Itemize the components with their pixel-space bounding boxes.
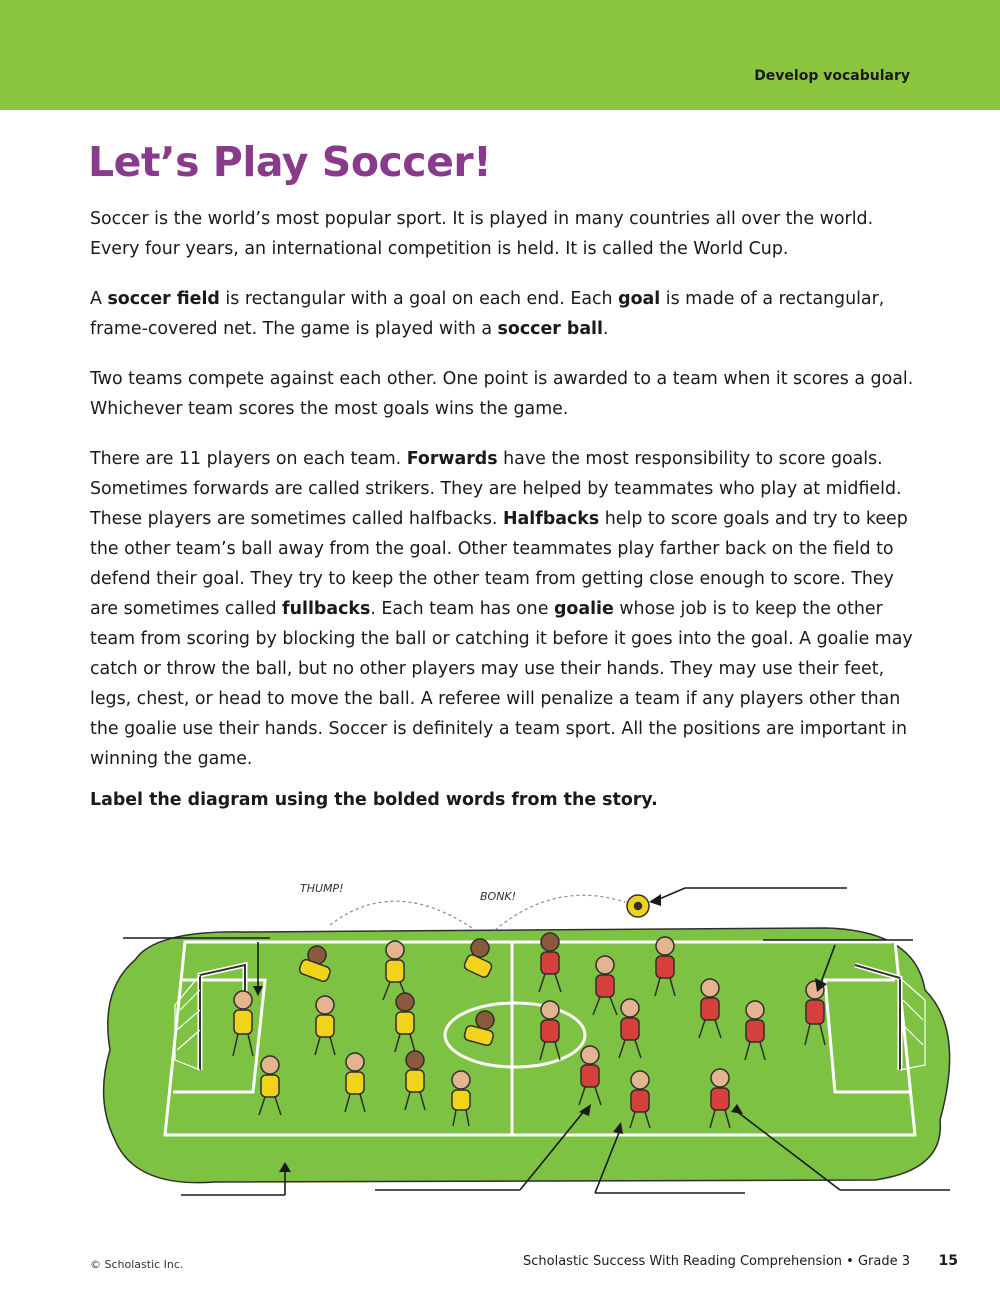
- text-run: Soccer is the world’s most popular sport. It is played in many countries all over the world. Every four years, an international competition is held. It is called the World Cup.: [90, 209, 874, 259]
- page-title: Let’s Play Soccer!: [88, 138, 492, 186]
- section-label: Develop vocabulary: [754, 68, 910, 84]
- text-run: There are 11 players on each team.: [90, 449, 407, 469]
- text-run: A: [90, 289, 108, 309]
- soccer-ball: [627, 895, 649, 917]
- vocab-term: Forwards: [406, 449, 498, 469]
- page-number: 15: [938, 1253, 958, 1269]
- vocab-term: fullbacks: [282, 599, 371, 619]
- text-run: is made of a rectangular, frame-covered net. The game is played with a: [90, 289, 885, 339]
- paragraph: [90, 444, 920, 774]
- header-banner: [0, 0, 1000, 110]
- text-run: .: [602, 319, 609, 339]
- book-title: Scholastic Success With Reading Comprehension • Grade 3: [523, 1254, 910, 1269]
- soccer-field-diagram: [95, 870, 965, 1220]
- vocab-term: Halfbacks: [503, 509, 600, 529]
- vocab-term: soccer ball: [497, 319, 603, 339]
- vocab-term: goalie: [553, 599, 614, 619]
- label-arrow-soccer-ball: [657, 888, 685, 900]
- text-run: whose job is to keep the other team from scoring by blocking the ball or catching it before it goes into the goal. A goalie may catch or throw the ball, but no other players may use their hands. They may use their feet, legs, chest, or head to move the ball. A referee will penalize a team if any players other than the goalie use their hands. Soccer is definitely a team sport. All the positions are important in winning the game.: [90, 599, 913, 769]
- paragraph: [90, 284, 920, 344]
- vocab-term: goal: [618, 289, 661, 309]
- paragraph: [90, 364, 920, 424]
- text-run: Two teams compete against each other. One point is awarded to a team when it scores a goal. Whichever team scores the most goals wins the game.: [90, 369, 914, 419]
- sound-word-thump: THUMP!: [300, 882, 344, 895]
- vocab-term: soccer field: [107, 289, 220, 309]
- story-text: [90, 204, 920, 794]
- copyright-text: © Scholastic Inc.: [90, 1258, 184, 1271]
- text-run: have the most responsibility to score goals. Sometimes forwards are called strikers. They are helped by teammates who play at midfield. These players are sometimes called halfbacks.: [90, 449, 902, 529]
- ball-motion-arc: [330, 895, 625, 930]
- instruction-text: Label the diagram using the bolded words from the story.: [90, 790, 658, 810]
- text-run: help to score goals and try to keep the other team’s ball away from the goal. Other teammates play farther back on the field to defend their goal. They try to keep the other team from getting close enough to score. They are sometimes called: [90, 509, 908, 619]
- sound-word-bonk: BONK!: [480, 890, 517, 903]
- text-run: . Each team has one: [370, 599, 554, 619]
- paragraph: [90, 204, 920, 264]
- text-run: is rectangular with a goal on each end. Each: [219, 289, 619, 309]
